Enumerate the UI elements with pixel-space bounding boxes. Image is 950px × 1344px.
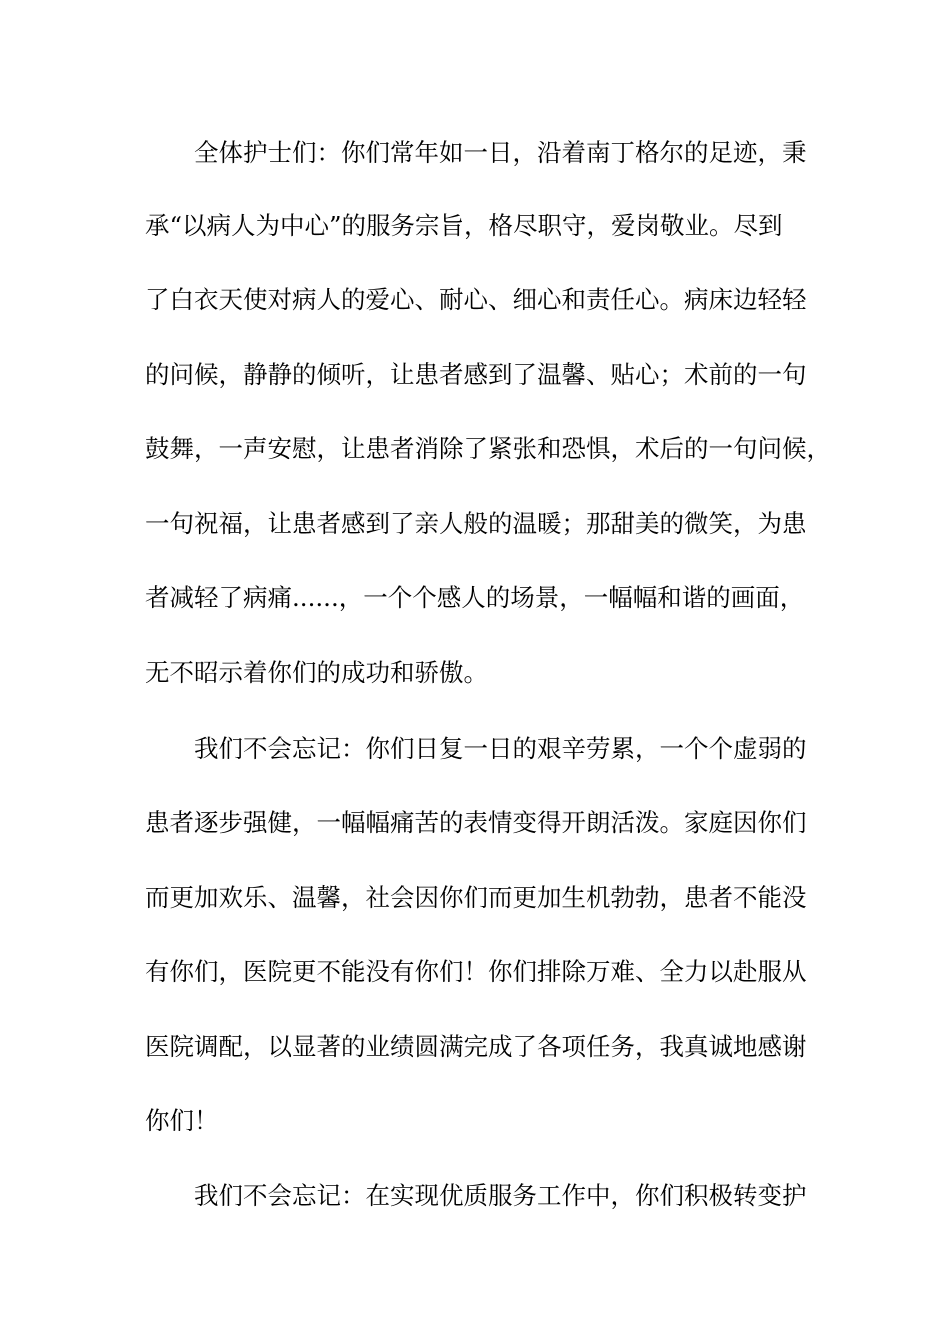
p1-line-6: 一句祝福，让患者感到了亲人般的温暖；那甜美的微笑，为患 [145,509,807,538]
p1-line-2: 承“以病人为中心”的服务宗旨，格尽职守，爱岗敬业。尽到 [145,211,783,240]
p2-line-3: 而更加欢乐、温馨，社会因你们而更加生机勃勃，患者不能没 [145,883,807,912]
p2-line-5: 医院调配，以显著的业绩圆满完成了各项任务，我真诚地感谢 [145,1032,807,1061]
p1-line-7: 者减轻了病痛......，一个个感人的场景，一幅幅和谐的画面， [145,583,805,612]
p2-line-6: 你们！ [145,1106,219,1135]
p1-line-5: 鼓舞，一声安慰，让患者消除了紧张和恐惧，术后的一句问候， [145,434,831,463]
p3-line-1: 我们不会忘记：在实现优质服务工作中，你们积极转变护 [194,1181,807,1210]
p1-line-3: 了白衣天使对病人的爱心、耐心、细心和责任心。病床边轻轻 [145,285,807,314]
p1-line-4: 的问候，静静的倾听，让患者感到了温馨、贴心；术前的一句 [145,360,807,389]
p2-line-2: 患者逐步强健，一幅幅痛苦的表情变得开朗活泼。家庭因你们 [145,808,807,837]
p2-line-4: 有你们，医院更不能没有你们！你们排除万难、全力以赴服从 [145,957,807,986]
p1-line-1: 全体护士们：你们常年如一日，沿着南丁格尔的足迹，秉 [194,138,807,167]
p1-line-8: 无不昭示着你们的成功和骄傲。 [145,658,488,687]
p2-line-1: 我们不会忘记：你们日复一日的艰辛劳累，一个个虚弱的 [194,734,807,763]
